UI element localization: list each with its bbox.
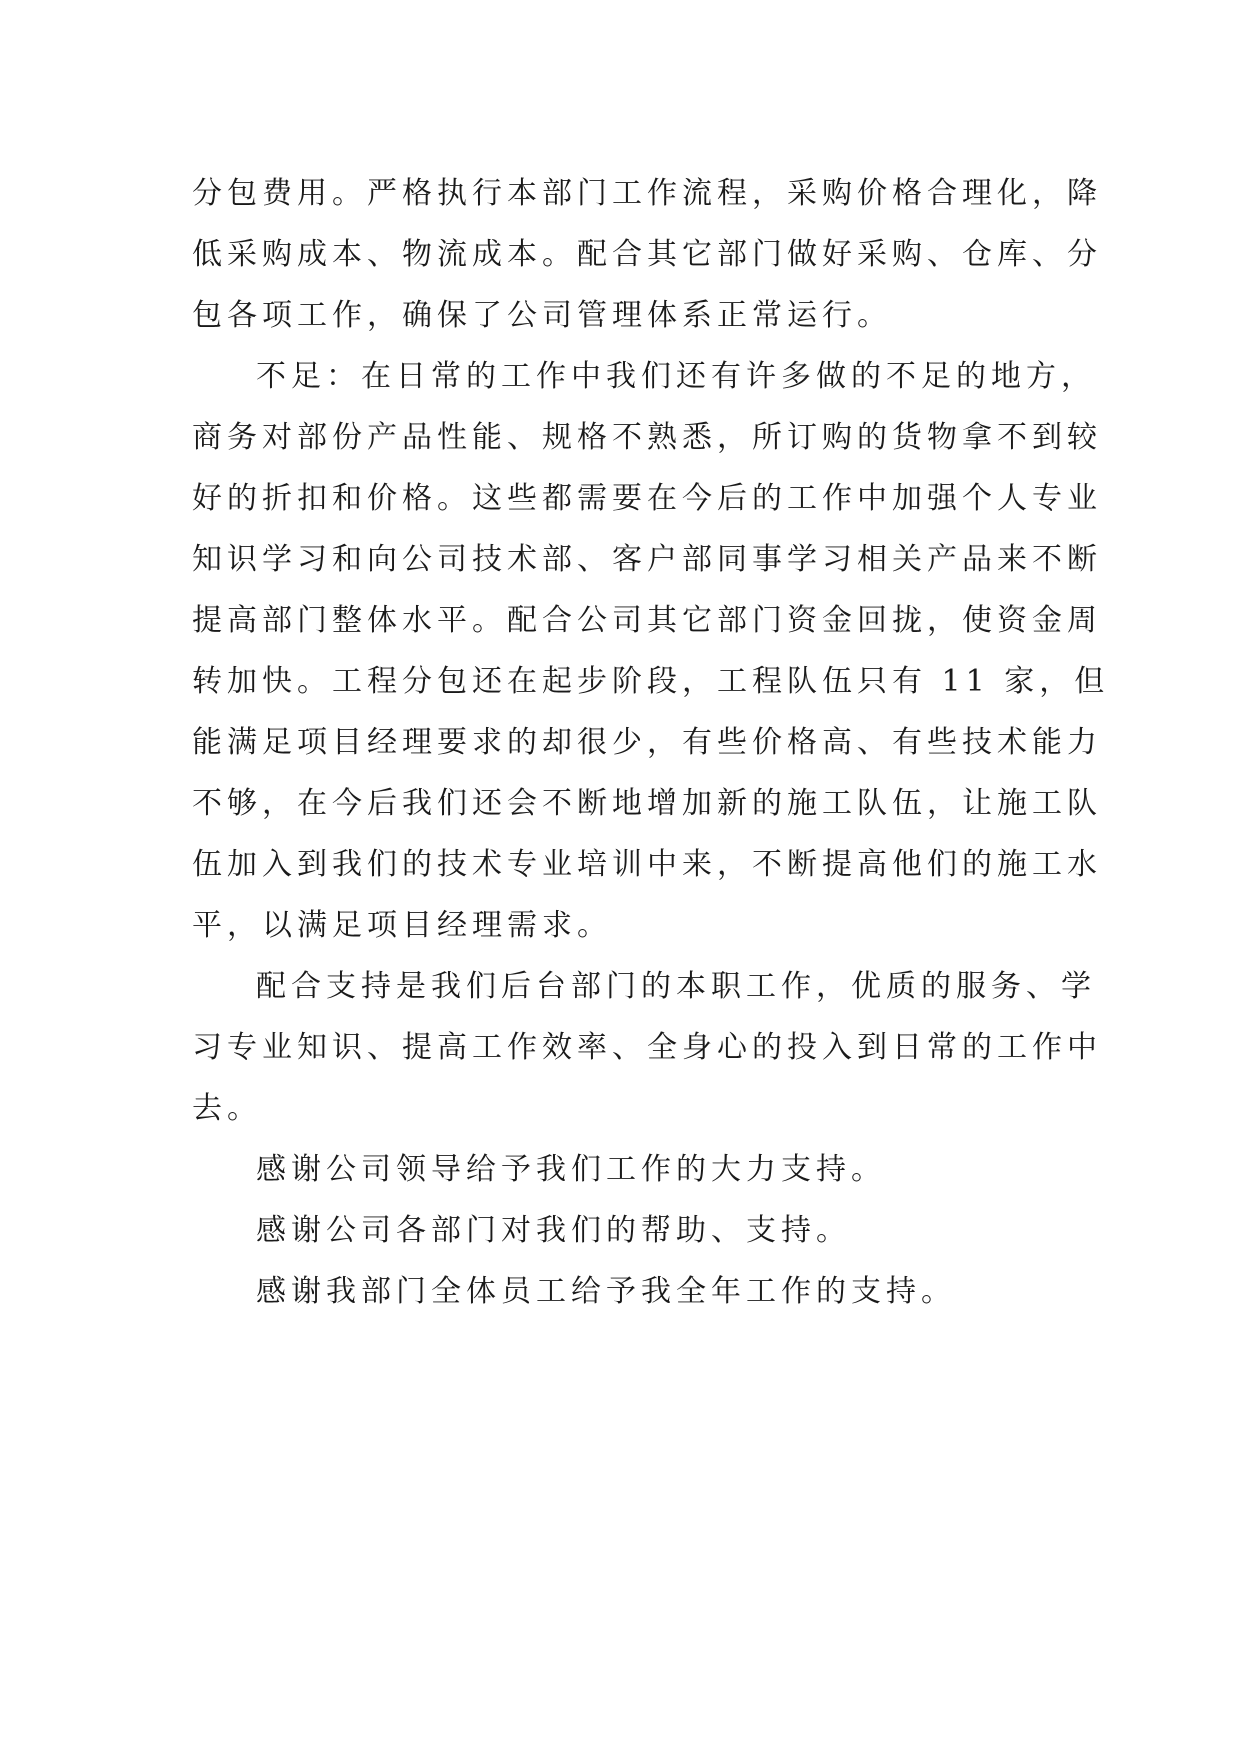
text-line: 低采购成本、物流成本。配合其它部门做好采购、仓库、分 xyxy=(192,237,1102,272)
text-line: 包各项工作，确保了公司管理体系正常运行。 xyxy=(192,298,892,333)
text-line: 能满足项目经理要求的却很少，有些价格高、有些技术能力 xyxy=(192,725,1102,760)
text-line: 分包费用。严格执行本部门工作流程，采购价格合理化，降 xyxy=(192,176,1102,211)
document-body xyxy=(192,163,1110,1322)
text-line: 平，以满足项目经理需求。 xyxy=(192,908,612,943)
text-line: 去。 xyxy=(192,1091,262,1126)
text-line: 习专业知识、提高工作效率、全身心的投入到日常的工作中 xyxy=(192,1030,1102,1065)
text-line: 感谢公司各部门对我们的帮助、支持。 xyxy=(256,1213,851,1248)
text-line: 转加快。工程分包还在起步阶段，工程队伍只有 11 家，但 xyxy=(192,664,1110,699)
text-line: 好的折扣和价格。这些都需要在今后的工作中加强个人专业 xyxy=(192,481,1102,516)
text-line: 感谢公司领导给予我们工作的大力支持。 xyxy=(256,1152,886,1187)
text-line: 感谢我部门全体员工给予我全年工作的支持。 xyxy=(256,1274,956,1309)
text-line: 提高部门整体水平。配合公司其它部门资金回拢，使资金周 xyxy=(192,603,1102,638)
text-line: 配合支持是我们后台部门的本职工作，优质的服务、学 xyxy=(256,969,1096,1004)
text-line: 不够，在今后我们还会不断地增加新的施工队伍，让施工队 xyxy=(192,786,1102,821)
text-line: 商务对部份产品性能、规格不熟悉，所订购的货物拿不到较 xyxy=(192,420,1102,455)
text-line: 不足：在日常的工作中我们还有许多做的不足的地方， xyxy=(256,359,1096,394)
text-line: 知识学习和向公司技术部、客户部同事学习相关产品来不断 xyxy=(192,542,1102,577)
text-line: 伍加入到我们的技术专业培训中来，不断提高他们的施工水 xyxy=(192,847,1102,882)
